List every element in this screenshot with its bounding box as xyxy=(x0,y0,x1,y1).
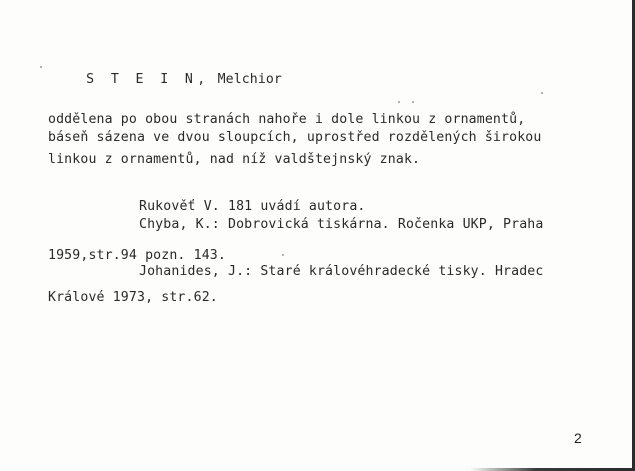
card-heading xyxy=(54,56,282,104)
author-surname: S T E I N, xyxy=(86,72,210,87)
reference-line-3: 1959,str.94 pozn. 143. xyxy=(48,248,226,263)
reference-line-1: Rukověť V. 181 uvádí autora. xyxy=(139,199,366,214)
scan-speck xyxy=(40,66,42,68)
author-forename: Melchior xyxy=(209,72,282,87)
description-line-1: oddělena po obou stranách nahoře i dole linkou z ornamentů, xyxy=(48,112,526,127)
scan-speck xyxy=(282,254,284,256)
reference-line-4: Johanides, J.: Staré královéhradecké tisky. Hradec xyxy=(139,264,544,279)
page-number: 2 xyxy=(574,430,582,446)
scan-speck xyxy=(412,101,414,103)
reference-line-5: Králové 1973, str.62. xyxy=(48,290,218,305)
scan-speck xyxy=(541,92,543,94)
scan-speck xyxy=(398,101,400,103)
description-line-2: báseň sázena ve dvou sloupcích, uprostřed rozdělených širokou xyxy=(48,130,542,145)
description-line-3: linkou z ornamentů, nad níž valdštejnský znak. xyxy=(48,152,421,167)
reference-line-2: Chyba, K.: Dobrovická tiskárna. Ročenka UKP, Praha xyxy=(139,217,544,232)
